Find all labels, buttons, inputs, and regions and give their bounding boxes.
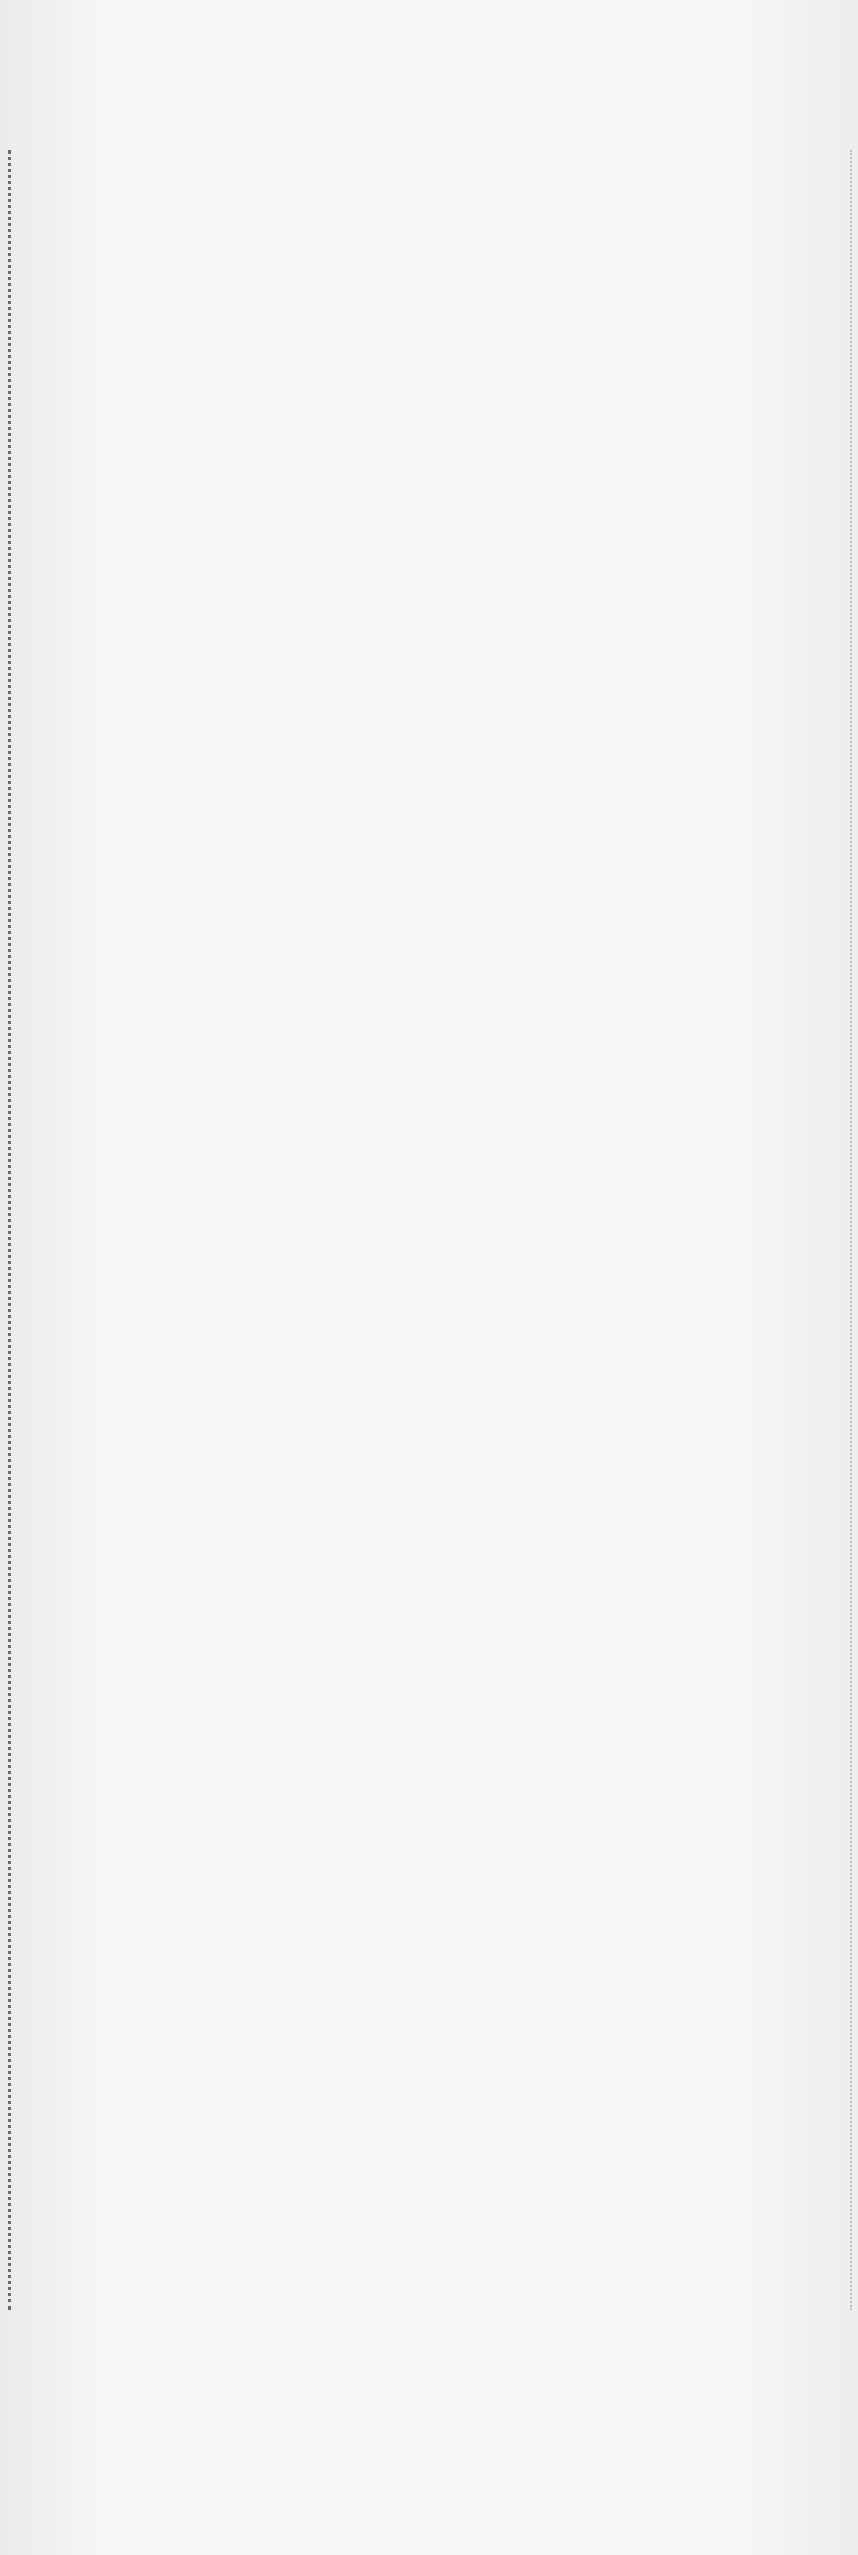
page-edge: [846, 150, 852, 2310]
answer-text: [40, 128, 800, 180]
section-heading: [40, 128, 800, 180]
binding-edge: [8, 150, 14, 2310]
